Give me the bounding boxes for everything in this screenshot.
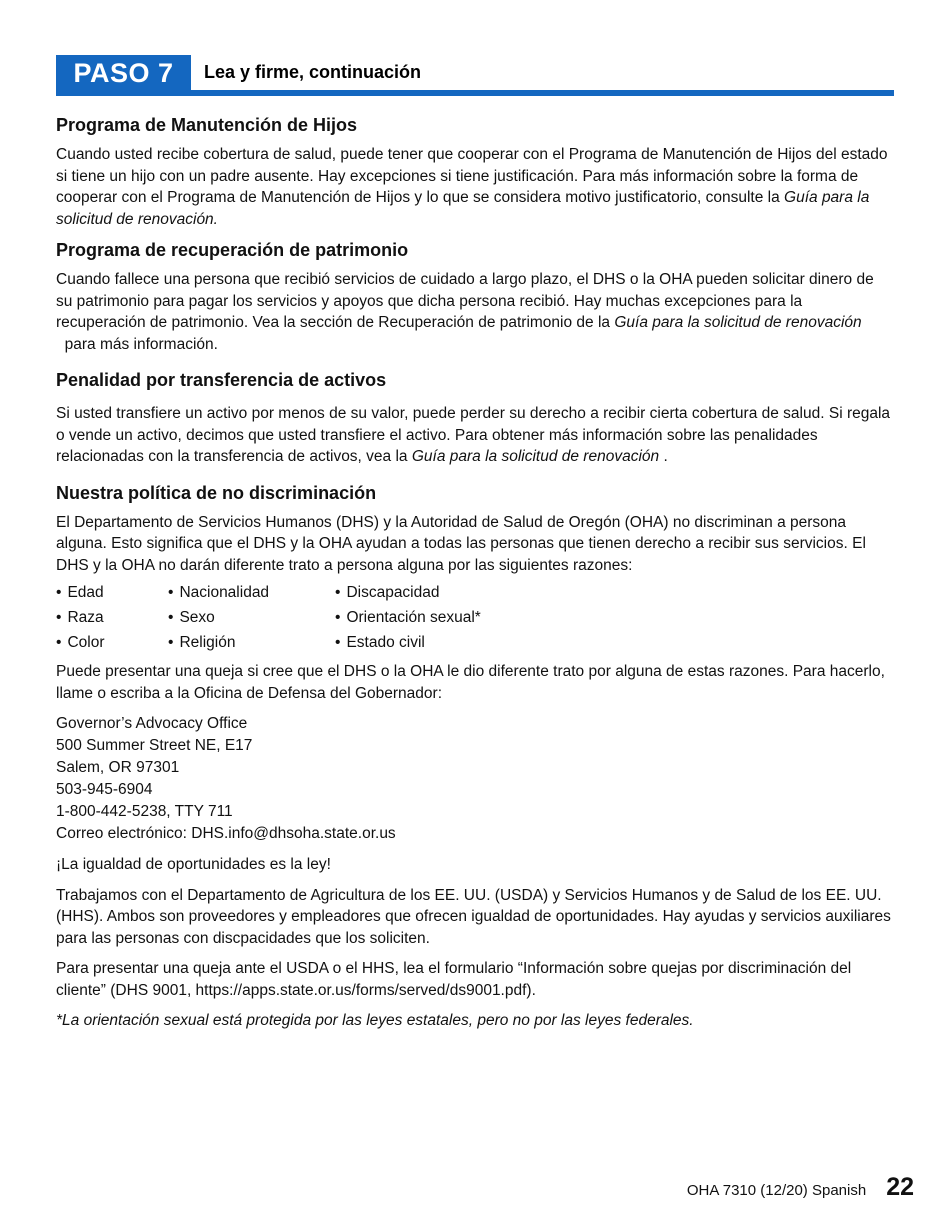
list-item: • Color	[56, 630, 168, 655]
form-id: OHA 7310 (12/20) Spanish	[686, 1182, 867, 1199]
page-number: 22	[886, 1173, 914, 1201]
section-nondiscrimination	[56, 482, 894, 1032]
bullet-column-1	[56, 580, 168, 655]
list-item: • Nacionalidad	[168, 580, 335, 605]
asset-transfer-text	[56, 403, 894, 468]
address-line: Salem, OR 97301	[56, 759, 180, 776]
complaint-text: Puede presentar una queja si cree que el DHS o la OHA le dio diferente trato por alguna de estas razones. Para hacerlo, llame o escriba a la Oficina de Defensa del Gobernador:	[56, 663, 885, 702]
child-support-heading: Programa de Manutención de Hijos	[56, 115, 358, 135]
list-item: • Estado civil	[335, 630, 481, 655]
nondiscrimination-intro: El Departamento de Servicios Humanos (DHS) y la Autoridad de Salud de Oregón (OHA) no discriminan a persona alguna. Esto significa que el DHS y la OHA ayudan a todas las personas que tienen derecho a recibir sus servicios. El DHS y la OHA no darán diferente trato a persona alguna por las siguientes razones:	[56, 513, 866, 574]
address-line: 500 Summer Street NE, E17	[56, 737, 253, 754]
usda-hhs-text: Trabajamos con el Departamento de Agricultura de los EE. UU. (USDA) y Servicios Humanos y de Salud de los EE. UU. (HHS). Ambos son proveedores y empleadores que ofrecen igualdad de oportunidades. Hay ayudas y servicios auxiliares para las personas con discpacidades que los soliciten.	[56, 886, 891, 947]
page-header	[56, 55, 894, 96]
estate-recovery-tail: para más información.	[56, 335, 218, 353]
list-item: • Sexo	[168, 605, 335, 630]
list-item: • Edad	[56, 580, 168, 605]
equal-opportunity-text: ¡La igualdad de oportunidades es la ley!	[56, 856, 331, 873]
asset-transfer-tail: .	[659, 448, 668, 465]
estate-recovery-text	[56, 269, 894, 355]
section-child-support	[56, 114, 894, 230]
main-content	[56, 114, 894, 1041]
header-rule	[56, 90, 894, 96]
estate-recovery-heading: Programa de recuperación de patrimonio	[56, 240, 409, 260]
list-item: • Orientación sexual*	[335, 605, 481, 630]
header-title: Lea y firme, continuación	[204, 62, 422, 82]
step-badge: PASO 7	[56, 55, 191, 92]
section-estate-recovery	[56, 239, 894, 355]
section-asset-transfer	[56, 369, 894, 468]
estate-recovery-guide: Guía para la solicitud de renovación	[614, 314, 862, 331]
footnote: *La orientación sexual está protegida por las leyes estatales, pero no por las leyes federales.	[56, 1012, 694, 1029]
phone-tty-line: 1-800-442-5238, TTY 711	[56, 803, 233, 820]
governor-office-address	[56, 713, 894, 845]
page-footer	[687, 1173, 914, 1203]
phone-line: 503-945-6904	[56, 781, 153, 798]
list-item: • Religión	[168, 630, 335, 655]
bullet-column-2	[168, 580, 335, 655]
protected-classes-list	[56, 580, 894, 655]
asset-transfer-heading: Penalidad por transferencia de activos	[56, 370, 387, 390]
bullet-column-3	[335, 580, 481, 655]
list-item: • Raza	[56, 605, 168, 630]
estate-recovery-body: Cuando fallece una persona que recibió servicios de cuidado a largo plazo, el DHS o la OHA pueden solicitar dinero de su patrimonio para pagar los servicios y apoyos que dicha persona recibió. Hay muchas excepciones para la recuperación de patrimonio. Vea la sección de Recuperación de patrimonio de la	[56, 271, 874, 331]
address-line: Governor’s Advocacy Office	[56, 715, 248, 732]
asset-transfer-guide: Guía para la solicitud de renovación	[411, 448, 660, 465]
child-support-text	[56, 144, 894, 230]
email-line: Correo electrónico: DHS.info@dhsoha.state.or.us	[56, 825, 396, 842]
child-support-guide: Guía para la solicitud de renovación.	[56, 189, 870, 228]
asset-transfer-body: Si usted transfiere un activo por menos de su valor, puede perder su derecho a recibir cierta cobertura de salud. Si regala o vende un activo, decimos que usted transfiere el activo. Para obtener más información sobre las penalidades relacionadas con la transferencia de activos, vea la	[56, 405, 891, 465]
nondiscrimination-heading: Nuestra política de no discriminación	[56, 482, 377, 503]
child-support-body: Cuando usted recibe cobertura de salud, puede tener que cooperar con el Programa de Manutención de Hijos del estado si tiene un hijo con un padre ausente. Hay excepciones si tiene justificación. Para más información sobre la forma de cooperar con el Programa de Manutención de Hijos y lo que se considera motivo justificatorio, consulte la	[56, 146, 888, 206]
usda-complaint-text: Para presentar una queja ante el USDA o el HHS, lea el formulario “Información sobre quejas por discriminación del cliente” (DHS 9001, https://apps.state.or.us/forms/served/ds9001.pdf).	[56, 960, 852, 999]
list-item: • Discapacidad	[335, 580, 481, 605]
